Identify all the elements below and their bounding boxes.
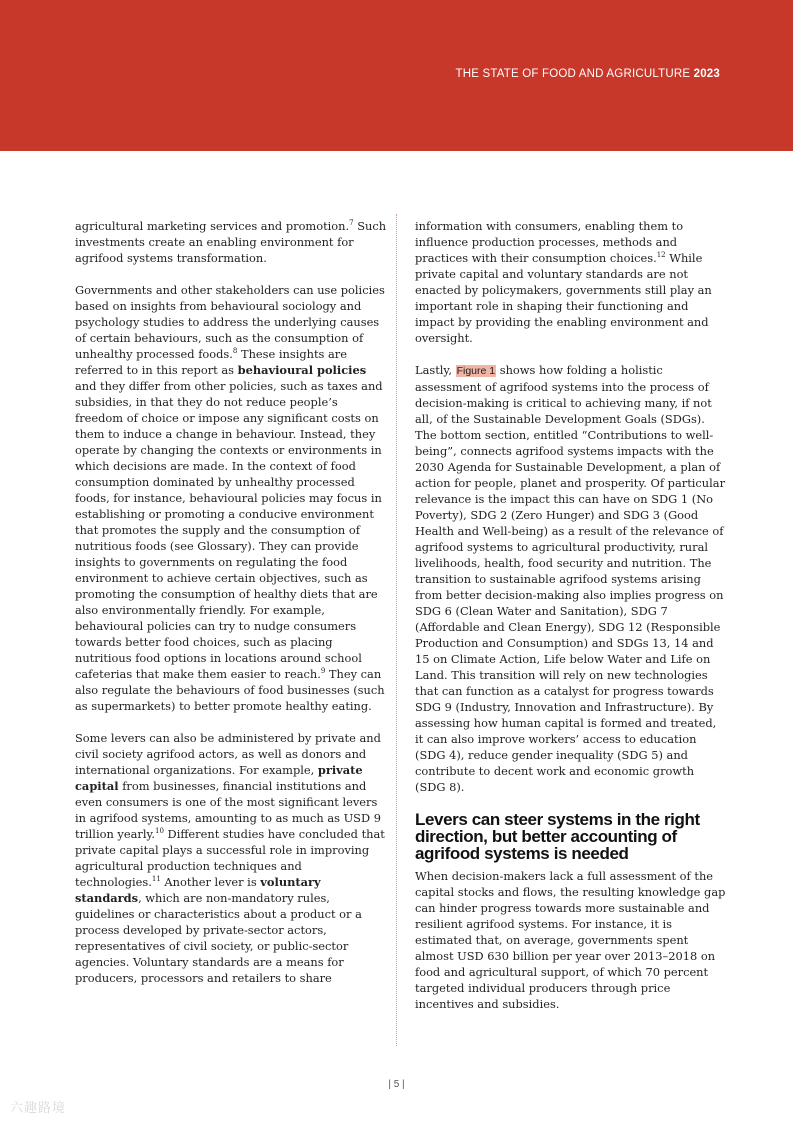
report-year: 2023: [693, 68, 720, 80]
paragraph: [75, 218, 387, 266]
text: Such investments create an enabling environment for agrifood systems transformation.: [75, 219, 387, 265]
text: They can also regulate the behaviours of food businesses (such as supermarkets) to better promote healthy eating.: [75, 667, 385, 713]
page-number: | 5 |: [388, 1079, 405, 1090]
paragraph: [415, 218, 727, 346]
text: information with consumers, enabling them to influence production processes, methods and practices with their consumption choices.: [415, 219, 684, 265]
paragraph: [415, 868, 727, 1012]
footnote-ref: 11: [151, 875, 161, 884]
figure-1-link[interactable]: Figure 1: [456, 365, 496, 377]
text: from businesses, financial institutions and even consumers is one of the most significant levers in agrifood systems, amounting to as much as USD 9 trillion yearly.: [75, 779, 381, 841]
left-column: [75, 218, 387, 986]
text: These insights are referred to in this report as: [75, 347, 347, 377]
text: agricultural marketing services and promotion.: [75, 219, 350, 233]
paragraph: [75, 730, 387, 986]
column-divider: [396, 214, 397, 1046]
watermark: 六趣路境: [10, 1101, 67, 1116]
text: While private capital and voluntary standards are not enacted by policymakers, governments still play an important role in shaping their functioning and impact by providing the enabling environment and oversight.: [415, 251, 712, 345]
text: Different studies have concluded that private capital plays a successful role in improving agricultural production techniques and technologies.: [75, 827, 385, 889]
text: , which are non-mandatory rules, guidelines or characteristics about a product or a process developed by private-sector actors, representatives of civil society, or public-sector agencies. Voluntary standards are a means for producers, processors and retailers to share: [75, 891, 362, 985]
footnote-ref: 8: [232, 347, 238, 356]
bold-term: voluntary standards: [75, 875, 321, 905]
footnote-ref: 12: [656, 251, 666, 260]
text: and they differ from other policies, such as taxes and subsidies, in that they do not reduce people’s freedom of choice or impose any significant costs on them to induce a change in behaviour. Instead, they operate by changing the contexts or environments in which decisions are made. In the context of food consumption dominated by unhealthy processed foods, for instance, behavioural policies may focus in establishing or promoting a conducive environment that promotes the supply and the consumption of nutritious foods (see Glossary). They can provide insights to governments on regulating the food environment to achieve certain objectives, such as promoting the consumption of healthy diets that are also environmentally friendly. For example, behavioural policies can try to nudge consumers towards better food choices, such as placing nutritious food options in locations around school cafeterias that make them easier to reach.: [75, 379, 383, 681]
bold-term: behavioural policies: [237, 363, 367, 377]
footnote-ref: 9: [320, 667, 326, 676]
header-banner: [0, 0, 793, 151]
report-title: [456, 68, 721, 80]
footnote-ref: 10: [155, 827, 164, 836]
text: Some levers can also be administered by private and civil society agrifood actors, as well as donors and international organizations. For example,: [75, 731, 381, 777]
footnote-ref: 7: [349, 219, 354, 228]
text: Another lever is: [160, 875, 261, 889]
paragraph: [415, 362, 727, 795]
section-heading: Levers can steer systems in the right direction, but better accounting of agrifood systems is needed: [415, 810, 700, 863]
text: When decision-makers lack a full assessment of the capital stocks and flows, the resulting knowledge gap can hinder progress towards more sustainable and resilient agrifood systems. For instance, it is estimated that, on average, governments spent almost USD 630 billion per year over 2013–2018 on food and agricultural support, of which 70 percent targeted individual producers through price incentives and subsidies.: [415, 869, 726, 1011]
text: shows how folding a holistic assessment of agrifood systems into the process of decision-making is critical to achieving many, if not all, of the Sustainable Development Goals (SDGs). The bottom section, entitled “Contributions to well-being”, connects agrifood systems impacts with the 2030 Agenda for Sustainable Development, a plan of action for people, planet and prosperity. Of particular relevance is the impact this can have on SDG 1 (No Poverty), SDG 2 (Zero Hunger) and SDG 3 (Good Health and Well-being) as a result of the relevance of agrifood systems to agricultural productivity, rural livelihoods, health, food security and nutrition. The transition to sustainable agrifood systems arising from better decision-making also implies progress on SDG 6 (Clean Water and Sanitation), SDG 7 (Affordable and Clean Energy), SDG 12 (Responsible Production and Consumption) and SDGs 13, 14 and 15 on Climate Action, Life below Water and Life on Land. This transition will rely on new technologies that can function as a catalyst for progress towards SDG 9 (Industry, Innovation and Infrastructure). By assessing how human capital is formed and treated, it can also improve workers’ access to education (SDG 4), reduce gender inequality (SDG 5) and contribute to decent work and economic growth (SDG 8).: [415, 363, 726, 794]
report-title-text: THE STATE OF FOOD AND AGRICULTURE: [455, 68, 694, 80]
paragraph: [75, 282, 387, 714]
text: Governments and other stakeholders can use policies based on insights from behavioural sociology and psychology studies to address the underlying causes of certain behaviours, such as the consumption of unhealthy processed foods.: [75, 283, 385, 361]
bold-term: private capital: [75, 763, 363, 793]
text: Lastly,: [415, 363, 456, 377]
right-column: [415, 218, 727, 1012]
